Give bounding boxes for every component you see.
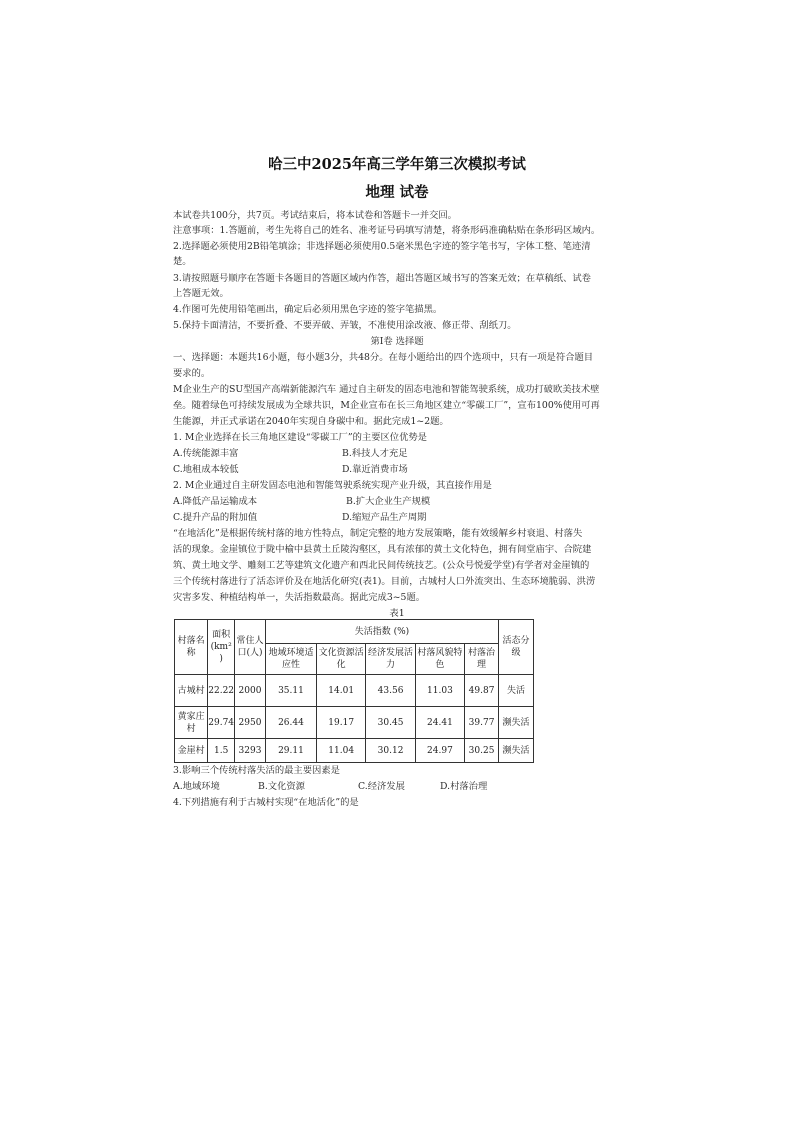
cell-value: 35.11: [265, 675, 316, 707]
notice-3: 3.请按照题号顺序在答题卡各题目的答题区域内作答，超出答题区域书写的答案无效；在草稿纸、试卷: [173, 273, 591, 284]
cell-name: 金崖村: [175, 739, 208, 763]
exam-subtitle: 地理 试卷: [365, 184, 429, 201]
header-population: 常住人口(人): [235, 620, 266, 675]
exam-title: 哈三中2025年高三学年第三次模拟考试: [268, 156, 526, 173]
passage1-line: 垒。随着绿色可持续发展成为全球共识，M企业宣布在长三角地区建立“零碳工厂”，宣布100%使用可再: [173, 400, 600, 411]
cell-population: 3293: [235, 739, 266, 763]
cell-population: 2000: [235, 675, 266, 707]
cell-level: 濒失活: [498, 707, 533, 739]
subheader-environment: 地域环境适应性: [265, 644, 316, 675]
intro-line: 本试卷共100分，共7页。考试结束后，将本试卷和答题卡一并交回。: [173, 210, 457, 221]
cell-area: 1.5: [208, 739, 235, 763]
question-4-stem: 4.下列措施有利于古城村实现“在地活化”的是: [173, 797, 359, 808]
cell-value: 49.87: [465, 675, 499, 707]
notice-3-cont: 上答题无效。: [173, 288, 229, 299]
q3-option-d: D.村落治理: [440, 781, 488, 792]
q2-option-d: D.缩短产品生产周期: [342, 512, 427, 523]
q3-option-b: B.文化资源: [258, 781, 305, 792]
subheader-culture: 文化资源活化: [317, 644, 366, 675]
cell-value: 11.04: [317, 739, 366, 763]
cell-value: 26.44: [265, 707, 316, 739]
cell-value: 39.77: [465, 707, 499, 739]
village-table: [174, 619, 534, 763]
question-1-stem: 1. M企业选择在长三角地区建设“零碳工厂”的主要区位优势是: [173, 432, 427, 443]
cell-value: 29.11: [265, 739, 316, 763]
question-3-stem: 3.影响三个传统村落失活的最主要因素是: [173, 765, 340, 776]
table-row: [175, 675, 534, 707]
passage2-line: “在地活化”是根据传统村落的地方性特点，制定完整的地方发展策略，能有效缓解乡村衰退、村落失: [173, 528, 583, 539]
q3-option-a: A.地域环境: [173, 781, 220, 792]
cell-name: 古城村: [175, 675, 208, 707]
passage1-line: 生能源，并正式承诺在2040年实现自身碳中和。据此完成1~2题。: [173, 416, 449, 427]
cell-name: 黄家庄村: [175, 707, 208, 739]
q1-option-a: A.传统能源丰富: [173, 448, 239, 459]
header-inactivity-index: 失活指数 (%): [265, 620, 498, 644]
notice-4: 4.作图可先使用铅笔画出，确定后必须用黑色字迹的签字笔描黑。: [173, 304, 443, 315]
header-village-name: 村落名称: [175, 620, 208, 675]
cell-area: 22.22: [208, 675, 235, 707]
table-row: [175, 707, 534, 739]
passage2-line: 筑、黄土地文学、雕刻工艺等建筑文化遗产和西北民间传统技艺。(公众号悦爱学堂)有学者对金崖镇的: [173, 560, 590, 571]
passage2-line: 三个传统村落进行了活态评价及在地活化研究(表1)。目前，古城村人口外流突出、生态环境脆弱、洪涝: [173, 576, 596, 587]
q1-option-b: B.科技人才充足: [342, 448, 408, 459]
section-desc-cont: 要求的。: [173, 368, 211, 379]
q1-option-c: C.地租成本较低: [173, 464, 239, 475]
passage2-line: 灾害多发、种植结构单一，失活指数最高。据此完成3~5题。: [173, 592, 426, 603]
cell-value: 43.56: [366, 675, 415, 707]
table-caption: 表1: [389, 608, 405, 619]
cell-value: 24.41: [415, 707, 464, 739]
subheader-economy: 经济发展活力: [366, 644, 415, 675]
cell-area: 29.74: [208, 707, 235, 739]
cell-level: 濒失活: [498, 739, 533, 763]
cell-population: 2950: [235, 707, 266, 739]
q2-option-c: C.提升产品的附加值: [173, 512, 258, 523]
cell-value: 30.12: [366, 739, 415, 763]
subheader-landscape: 村落风貌特色: [415, 644, 464, 675]
notice-5: 5.保持卡面清洁，不要折叠、不要弄破、弄皱，不准使用涂改液、修正带、刮纸刀。: [173, 320, 517, 331]
q1-option-d: D.靠近消费市场: [342, 464, 408, 475]
q2-option-a: A.降低产品运输成本: [173, 496, 258, 507]
cell-value: 14.01: [317, 675, 366, 707]
table-row: [175, 739, 534, 763]
passage1-line: M企业生产的SU型国产高端新能源汽车 通过自主研发的固态电池和智能驾驶系统，成功打破欧美技术壁: [173, 384, 600, 395]
cell-value: 30.45: [366, 707, 415, 739]
passage2-line: 活的现象。金崖镇位于陇中榆中县黄土丘陵沟壑区，具有浓郁的黄土文化特色，拥有间堂庙宇、合院建: [173, 544, 592, 555]
notice-1: 注意事项：1.答题前，考生先将自己的姓名、准考证号码填写清楚，将条形码准确粘贴在条形码区域内。: [173, 225, 601, 236]
question-2-stem: 2. M企业通过自主研发固态电池和智能驾驶系统实现产业升级，其直接作用是: [173, 480, 492, 491]
cell-value: 30.25: [465, 739, 499, 763]
cell-value: 11.03: [415, 675, 464, 707]
cell-value: 19.17: [317, 707, 366, 739]
header-area: 面积 (km² ): [208, 620, 235, 675]
q3-option-c: C.经济发展: [358, 781, 405, 792]
notice-2: 2.选择题必须使用2B铅笔填涂；非选择题必须使用0.5毫米黑色字迹的签字笔书写，字体工整、笔迹清: [173, 241, 591, 252]
cell-level: 失活: [498, 675, 533, 707]
header-activity-level: 活态分级: [498, 620, 533, 675]
subheader-governance: 村落治理: [465, 644, 499, 675]
section-desc: 一、选择题：本题共16小题，每小题3分，共48分。在每小题给出的四个选项中，只有一项是符合题目: [173, 352, 594, 363]
section-heading: 第Ⅰ卷 选择题: [370, 336, 424, 347]
notice-2-cont: 楚。: [173, 256, 192, 267]
cell-value: 24.97: [415, 739, 464, 763]
q2-option-b: B.扩大企业生产规模: [346, 496, 431, 507]
